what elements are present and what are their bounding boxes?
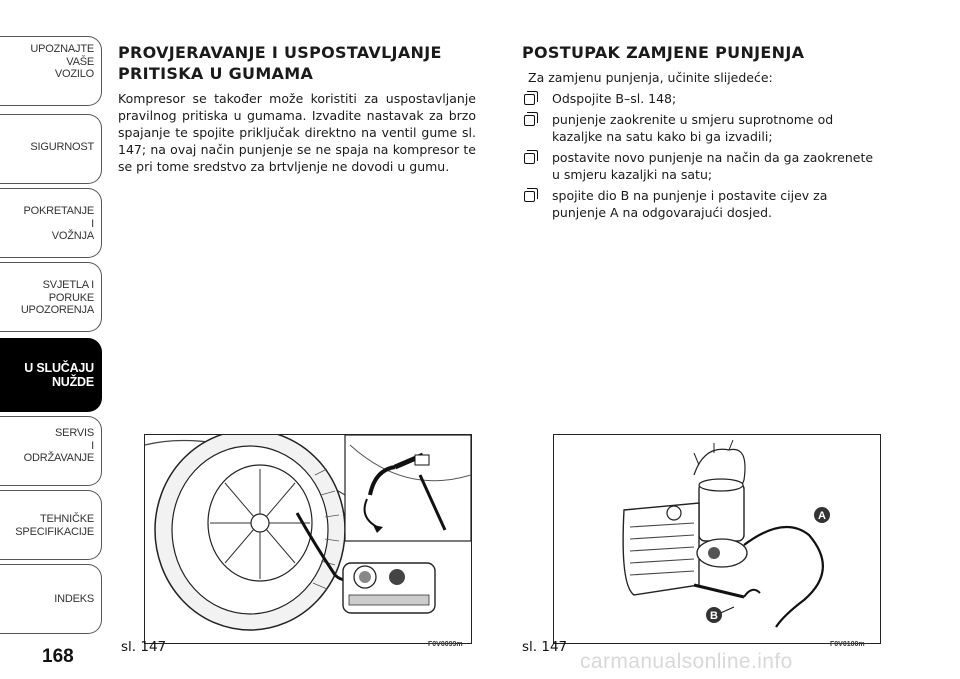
tab-label: PORUKE (48, 291, 94, 304)
tab-label: VOZILO (54, 68, 94, 80)
step-text: spojite dio B na punjenje i postavite cijev za punjenje A na odgovarajući dosjed. (552, 188, 828, 220)
list-item (522, 90, 880, 107)
cartridge-compressor-illustration (554, 435, 880, 643)
tab-label: UPOZNAJTE (30, 43, 94, 55)
tab-label: SPECIFIKACIJE (15, 525, 94, 538)
tab-u-slucaju-nuzde[interactable] (0, 338, 102, 412)
steps-list (522, 90, 880, 221)
figure-cartridge-replacement (553, 434, 881, 644)
step-text: punjenje zaokrenite u smjeru suprotnome od kazaljke na satu kako bi ga izvadili; (552, 112, 834, 144)
tab-label: TEHNIČKE (39, 513, 94, 525)
intro-text: Za zamjenu punjenja, učinite slijedeće: (528, 70, 773, 85)
section-heading: POSTUPAK ZAMJENE PUNJENJA (522, 43, 805, 62)
label-b: B (710, 610, 718, 622)
tab-label: U SLUČAJU (24, 361, 94, 375)
tab-label: SVJETLA I (42, 279, 94, 291)
label-a: A (818, 510, 826, 522)
section-heading (118, 42, 476, 84)
tab-label: POKRETANJE (23, 205, 94, 217)
checkbox-bullet-icon (524, 115, 535, 126)
checkbox-bullet-icon (524, 191, 535, 202)
tab-pokretanje-i-voznja[interactable] (0, 188, 102, 258)
figure-code: F0V0099m (428, 641, 463, 648)
tab-label: VOŽNJA (51, 230, 94, 242)
checkbox-bullet-icon (524, 153, 535, 164)
figure-caption: sl. 147 (121, 639, 167, 655)
tab-sigurnost[interactable] (0, 114, 102, 184)
watermark: carmanualsonline.info (580, 650, 793, 673)
tab-tehnicke-specifikacije[interactable] (0, 490, 102, 560)
tab-indeks[interactable] (0, 564, 102, 634)
figure-code: F0V0100m (830, 641, 865, 648)
tab-label: INDEKS (54, 593, 94, 605)
list-item (522, 111, 880, 145)
step-text: Odspojite B–sl. 148; (552, 91, 677, 106)
tab-label: ODRŽAVANJE (23, 452, 94, 464)
tab-label: I (91, 217, 94, 230)
figure-tyre-inflation (144, 434, 472, 644)
tab-label: I (91, 439, 94, 452)
tab-label: VAŠE (66, 55, 94, 68)
heading-line: PROVJERAVANJE I USPOSTAVLJANJE (118, 43, 442, 62)
figure-caption: sl. 147 (522, 639, 568, 655)
checkbox-bullet-icon (524, 94, 535, 105)
body-paragraph: Kompresor se također može koristiti za uspostavljanje pravilnog pritiska u gumama. Izvadite nastavak za brzo spajanje te spojite priključak direktno na ventil gume sl. 147; na ovaj način punjenje se ne spaja na kompresor te se pri tome sredstvo za brtvljenje ne dovodi u gumu. (118, 91, 476, 174)
list-item (522, 187, 880, 221)
page-number: 168 (42, 646, 74, 667)
tab-upoznajte-vase-vozilo[interactable] (0, 36, 102, 106)
tab-svjetla-i-poruke-upozorenja[interactable] (0, 262, 102, 332)
tab-label: SERVIS (55, 427, 94, 439)
left-column (118, 42, 476, 175)
tab-servis-i-odrzavanje[interactable] (0, 416, 102, 486)
right-column (522, 42, 880, 225)
tab-label: UPOZORENJA (20, 304, 94, 316)
heading-line: PRITISKA U GUMAMA (118, 64, 314, 83)
step-text: postavite novo punjenje na način da ga zaokrenete u smjeru kazaljki na satu; (552, 150, 874, 182)
tab-label: SIGURNOST (30, 141, 94, 153)
tyre-compressor-illustration (145, 435, 471, 643)
list-item (522, 149, 880, 183)
tab-label: NUŽDE (51, 375, 94, 389)
